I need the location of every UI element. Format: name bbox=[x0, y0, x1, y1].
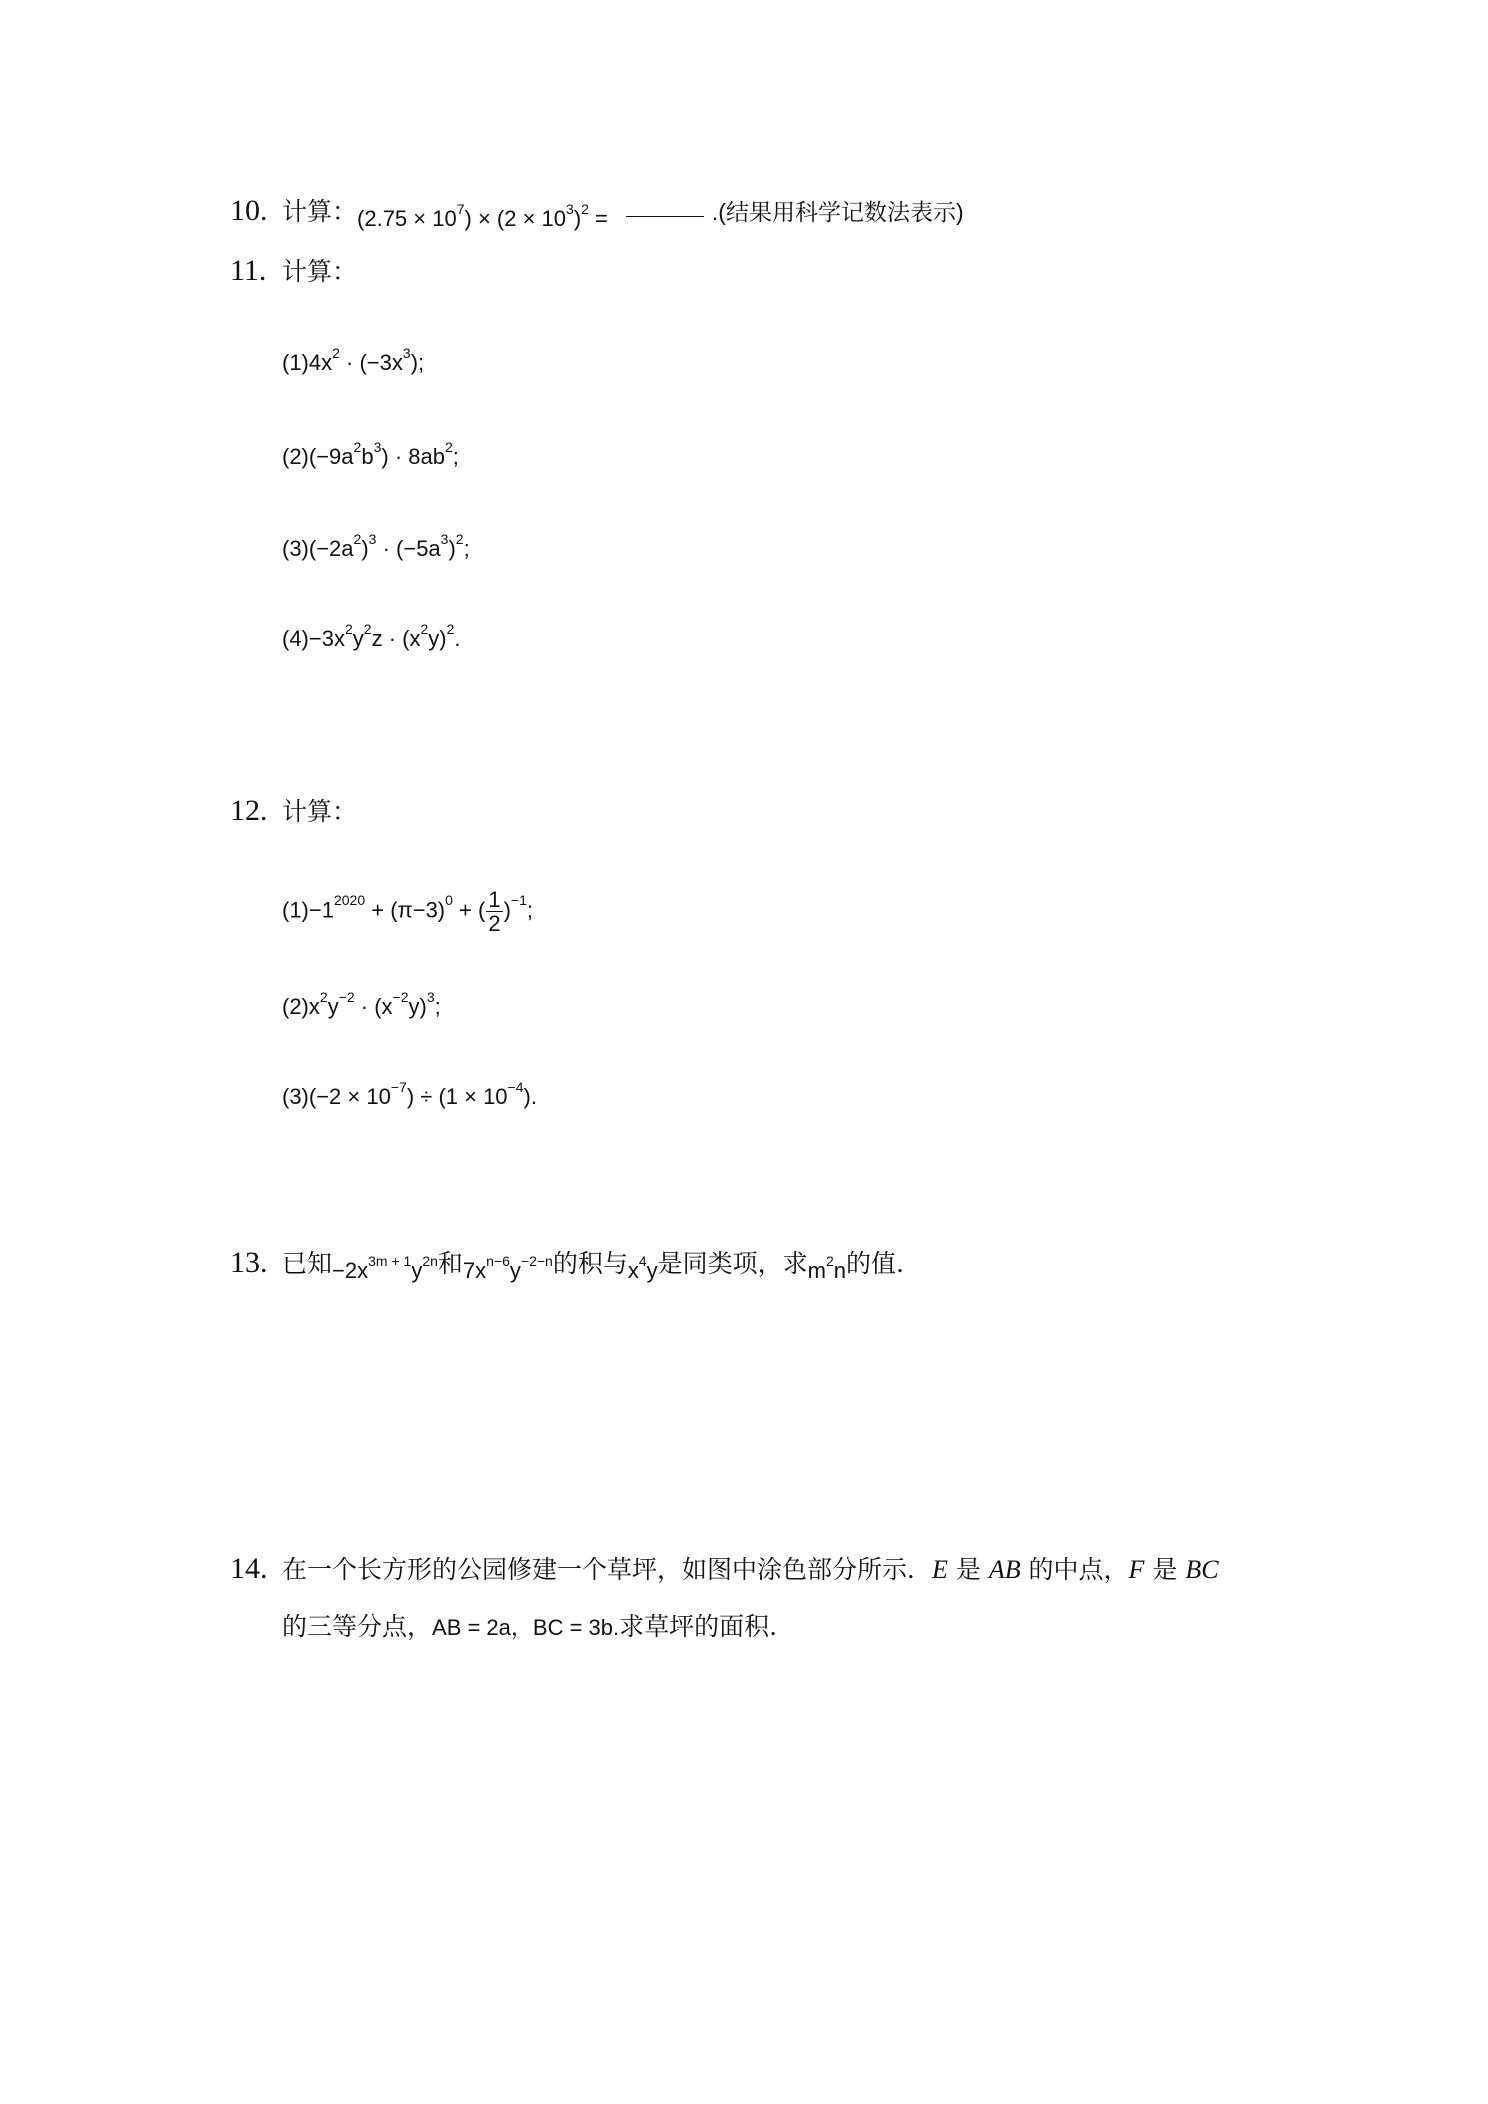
answer-blank bbox=[626, 214, 704, 217]
question-note: .(结果用科学记数法表示) bbox=[711, 199, 964, 225]
question-number: 10. bbox=[230, 194, 268, 227]
question-12 bbox=[230, 796, 357, 826]
q11-part-1: $(1)4x^2 \cdot (-3x^3)$; bbox=[282, 344, 425, 375]
q12-part-3: $(3)(-2 \times 10^{-7}) \div (1 \times 10^{-4})$. bbox=[282, 1078, 537, 1109]
question-14-line-2: 的三等分点，AB = 2a，BC = 3b.求草坪的面积. bbox=[282, 1612, 778, 1641]
question-number: 11. bbox=[230, 254, 267, 287]
question-label: 计算： bbox=[282, 797, 358, 826]
question-10 bbox=[230, 194, 964, 231]
question-14: 14. 在一个长方形的公园修建一个草坪，如图中涂色部分所示．E 是 AB 的中点，F 是 BC bbox=[230, 1552, 1219, 1585]
q11-part-4: $(4)-3x^2y^2z \cdot (x^2y)^2$. bbox=[282, 620, 461, 651]
question-11 bbox=[230, 256, 357, 286]
question-number: 12. bbox=[230, 794, 268, 827]
math-expression: $(2.75 \times 10^7) \times (2 \times 10^3)^2$ = bbox=[357, 200, 608, 231]
question-13: 13. 已知$-2x^{3m + 1}y^{2n}$和$7x^{n-6}y^{-2-n}$的积与$x^4y$是同类项，求$m^2n$的值. bbox=[230, 1246, 904, 1283]
q12-part-1: $(1)-1^{2020} + (\pi-3)^0$ + ( $\frac{1}{2}$ )$^{-1}$; bbox=[282, 887, 534, 937]
q12-part-2: $(2)x^2y^{-2} \cdot (x^{-2}y)^3$; bbox=[282, 988, 441, 1019]
question-number: 14. bbox=[230, 1552, 268, 1585]
q11-part-2: $(2)(-9a^2b^3) \cdot 8ab^2$; bbox=[282, 438, 459, 469]
q11-part-3: $(3)(-2a^2)^3 \cdot (-5a^3)^2$; bbox=[282, 530, 470, 561]
fraction: $\frac{1}{2}$ bbox=[488, 887, 501, 937]
question-number: 13. bbox=[230, 1246, 268, 1279]
question-label: 计算： bbox=[282, 257, 358, 286]
question-label: 计算： bbox=[282, 197, 358, 226]
